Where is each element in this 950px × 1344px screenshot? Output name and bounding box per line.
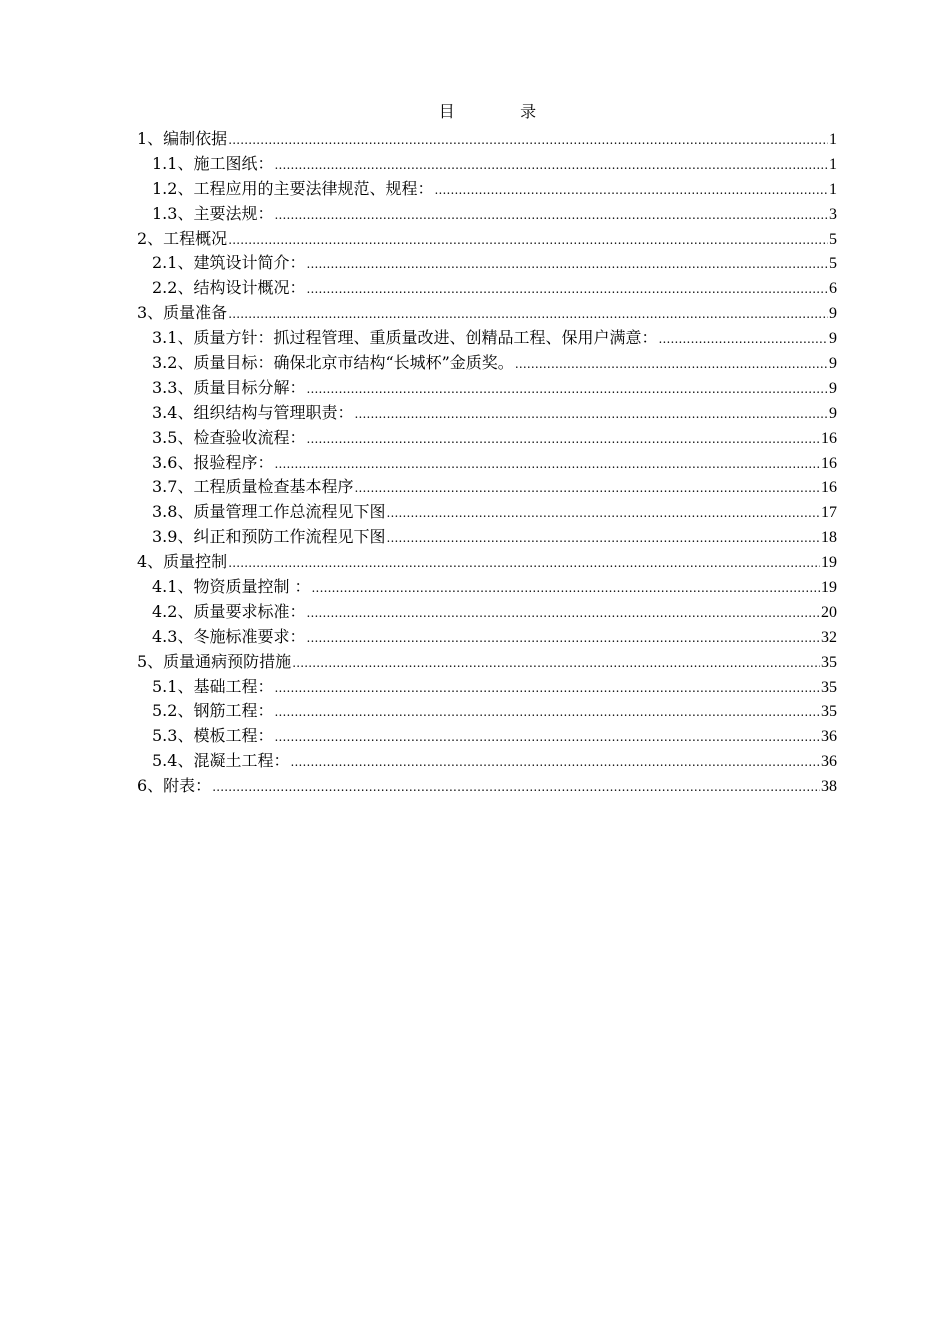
toc-dot-leader — [658, 327, 828, 352]
toc-dot-leader — [354, 402, 828, 427]
toc-entry-label: 1.2、工程应用的主要法律规范、规程： — [152, 178, 434, 198]
toc-dot-leader — [274, 700, 820, 725]
toc-entry-page: 5 — [829, 230, 837, 248]
toc-entry-page: 1 — [829, 131, 837, 148]
toc-entry-page: 18 — [821, 529, 837, 547]
toc-entry[interactable] — [137, 575, 837, 600]
toc-entry-page: 32 — [821, 628, 837, 646]
toc-entry-label: 3.6、报验程序： — [152, 452, 274, 472]
toc-entry-label: 1、编制依据 — [137, 129, 228, 148]
toc-entry-page: 6 — [829, 280, 837, 298]
toc-dot-leader — [290, 750, 820, 775]
toc-entry-label: 5.1、基础工程： — [152, 676, 274, 696]
toc-entry[interactable] — [137, 401, 837, 426]
toc-entry-label: 3.5、检查验收流程： — [152, 427, 306, 447]
toc-entry-label: 2.2、结构设计概况： — [152, 278, 306, 298]
toc-entry-label: 4.3、冬施标准要求： — [152, 626, 306, 646]
toc-entry-page: 35 — [821, 653, 837, 671]
toc-dot-leader — [306, 427, 820, 452]
toc-entry-label: 4.2、质量要求标准： — [152, 601, 306, 621]
toc-entry[interactable] — [137, 426, 837, 451]
toc-entry-label: 3.9、纠正和预防工作流程见下图 — [152, 527, 386, 547]
toc-entry[interactable] — [137, 675, 837, 700]
toc-entry-label: 1.1、施工图纸： — [152, 153, 274, 173]
toc-entry[interactable] — [137, 525, 837, 550]
toc-entry[interactable] — [137, 475, 837, 500]
toc-entry[interactable] — [137, 202, 837, 227]
toc-entry[interactable] — [137, 127, 837, 152]
toc-entry-page: 16 — [821, 479, 837, 497]
toc-entry-label: 3.8、质量管理工作总流程见下图 — [152, 502, 386, 522]
toc-entry-page: 20 — [821, 603, 837, 621]
toc-entry-page: 1 — [829, 180, 837, 198]
toc-entry-label: 1.3、主要法规： — [152, 203, 274, 223]
toc-entry-label: 5.4、混凝土工程： — [152, 751, 290, 771]
toc-entry-page: 5 — [829, 255, 837, 273]
toc-entry[interactable] — [137, 600, 837, 625]
toc-entry[interactable] — [137, 177, 837, 202]
toc-entry[interactable] — [137, 774, 837, 799]
toc-entry-label: 3.3、质量目标分解： — [152, 377, 306, 397]
toc-entry-page: 3 — [829, 205, 837, 223]
toc-dot-leader — [312, 576, 820, 601]
toc-entry-page: 9 — [829, 355, 837, 373]
toc-entry[interactable] — [137, 351, 837, 376]
toc-dot-leader — [228, 228, 828, 253]
toc-entry-label: 4、质量控制 — [137, 552, 228, 572]
toc-dot-leader — [434, 178, 828, 203]
toc-dot-leader — [274, 153, 828, 178]
toc-entry-page: 35 — [821, 678, 837, 696]
table-of-contents — [137, 127, 837, 799]
toc-dot-leader — [212, 775, 820, 800]
toc-entry-page: 1 — [829, 155, 837, 173]
toc-entry-page: 35 — [821, 703, 837, 721]
toc-dot-leader — [274, 452, 820, 477]
toc-entry[interactable] — [137, 550, 837, 575]
toc-entry-label: 5.2、钢筋工程： — [152, 701, 274, 721]
toc-entry[interactable] — [137, 276, 837, 301]
toc-entry-page: 36 — [821, 753, 837, 771]
toc-entry-page: 19 — [821, 579, 837, 597]
toc-dot-leader — [515, 352, 828, 377]
toc-entry-label: 4.1、物资质量控制 ： — [152, 577, 311, 597]
toc-entry[interactable] — [137, 227, 837, 252]
toc-dot-leader — [292, 651, 820, 676]
toc-entry-label: 2.1、建筑设计简介： — [152, 253, 306, 273]
toc-entry[interactable] — [137, 724, 837, 749]
toc-entry-page: 38 — [821, 778, 837, 796]
toc-entry[interactable] — [137, 625, 837, 650]
toc-dot-leader — [228, 128, 828, 153]
toc-entry-page: 16 — [821, 429, 837, 447]
toc-entry[interactable] — [137, 152, 837, 177]
toc-entry-label: 3.1、质量方针：抓过程管理、重质量改进、创精品工程、保用户满意： — [152, 328, 658, 348]
toc-dot-leader — [306, 252, 828, 277]
toc-dot-leader — [306, 277, 828, 302]
toc-entry-page: 17 — [821, 504, 837, 522]
toc-entry[interactable] — [137, 251, 837, 276]
toc-entry[interactable] — [137, 500, 837, 525]
toc-dot-leader — [306, 377, 828, 402]
toc-entry[interactable] — [137, 650, 837, 675]
toc-entry-page: 19 — [821, 554, 837, 572]
toc-entry[interactable] — [137, 326, 837, 351]
toc-entry-label: 3、质量准备 — [137, 303, 228, 323]
toc-entry[interactable] — [137, 376, 837, 401]
toc-dot-leader — [306, 601, 820, 626]
toc-entry-label: 5、质量通病预防措施 — [137, 651, 292, 671]
toc-dot-leader — [386, 501, 820, 526]
toc-entry-label: 2、工程概况 — [137, 228, 228, 248]
toc-dot-leader — [306, 626, 820, 651]
toc-entry[interactable] — [137, 749, 837, 774]
toc-title: 目 录 — [438, 102, 537, 121]
toc-entry-label: 3.7、工程质量检查基本程序 — [152, 477, 354, 497]
toc-dot-leader — [274, 203, 828, 228]
toc-entry-page: 36 — [821, 728, 837, 746]
toc-entry-label: 3.4、组织结构与管理职责： — [152, 402, 354, 422]
toc-dot-leader — [386, 526, 820, 551]
toc-entry-page: 9 — [829, 404, 837, 422]
toc-entry[interactable] — [137, 451, 837, 476]
toc-entry-label: 3.2、质量目标：确保北京市结构“长城杯”金质奖。 — [152, 353, 514, 373]
toc-entry-page: 16 — [821, 454, 837, 472]
toc-entry-label: 5.3、模板工程： — [152, 726, 274, 746]
toc-entry-label: 6、附表： — [137, 776, 212, 796]
toc-dot-leader — [228, 551, 820, 576]
toc-entry-page: 9 — [829, 379, 837, 397]
toc-entry-page: 9 — [829, 330, 837, 348]
toc-dot-leader — [228, 302, 828, 327]
toc-entry-page: 9 — [829, 305, 837, 323]
toc-dot-leader — [274, 725, 820, 750]
toc-entry[interactable] — [137, 699, 837, 724]
toc-dot-leader — [274, 676, 820, 701]
toc-entry[interactable] — [137, 301, 837, 326]
toc-dot-leader — [354, 476, 820, 501]
